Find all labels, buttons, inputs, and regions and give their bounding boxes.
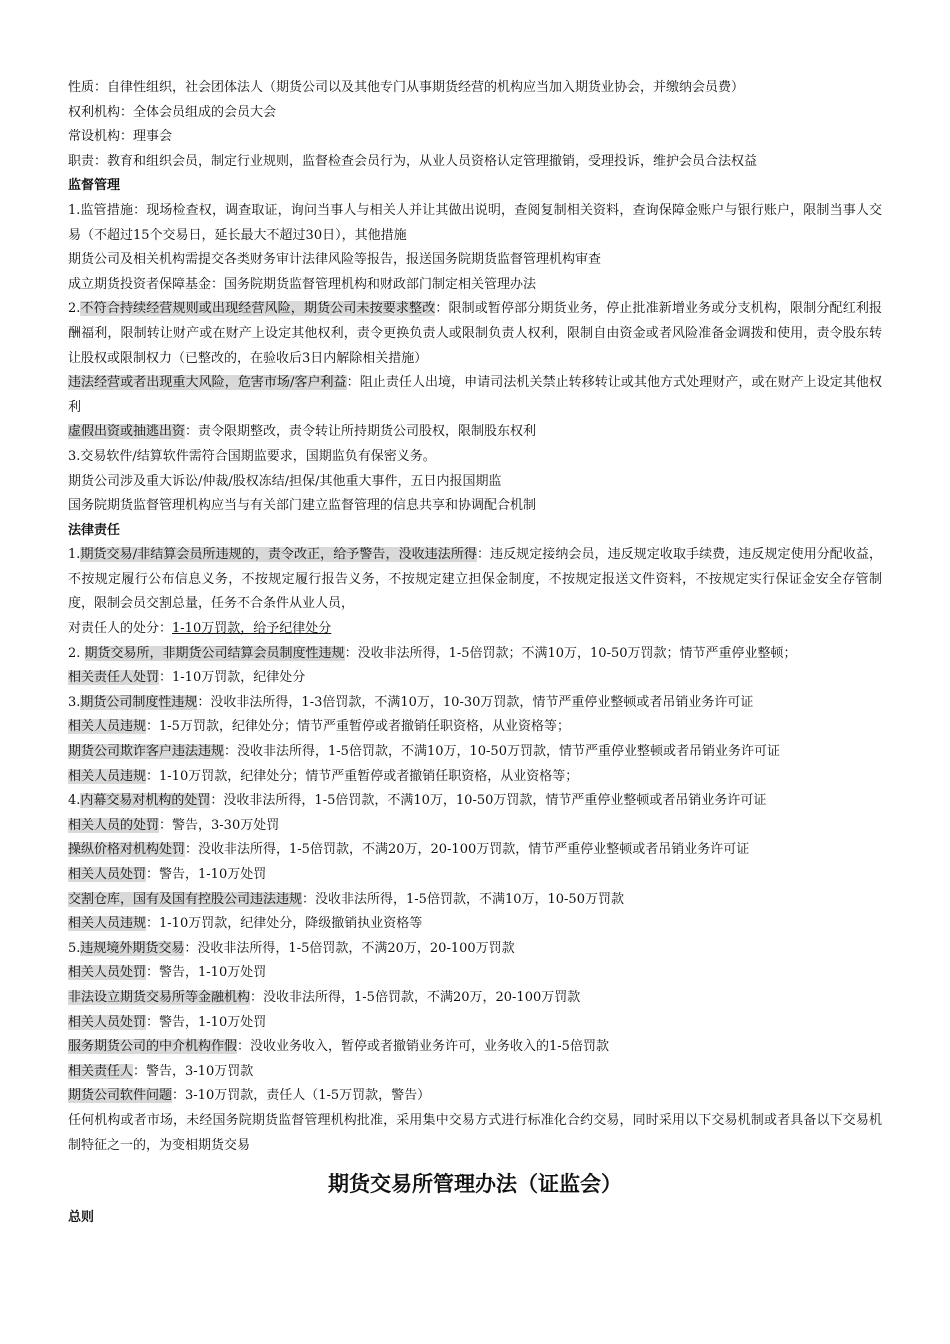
list-item xyxy=(68,1084,882,1109)
paragraph: 权利机构：全体会员组成的会员大会 xyxy=(68,104,277,120)
highlighted-term: 相关人员处罚 xyxy=(68,965,147,981)
highlighted-term: 相关责任人 xyxy=(68,1063,134,1079)
list-item xyxy=(68,937,882,962)
highlighted-term: 相关人员违规 xyxy=(68,768,147,784)
highlighted-term: 虚假出资或抽逃出资 xyxy=(68,424,186,440)
paragraph: 任何机构或者市场，未经国务院期货监督管理机构批准，采用集中交易方式进行标准化合约交易，同时采用以下交易机制或者具备以下交易机制特征之一的，为变相期货交易 xyxy=(68,1112,882,1153)
section-heading-legal: 法律责任 xyxy=(68,522,121,538)
highlighted-term: 相关责任人处罚 xyxy=(68,670,160,686)
highlighted-term: 相关人员的处罚 xyxy=(68,817,160,833)
list-item xyxy=(68,912,882,937)
highlighted-term: 期货公司欺诈客户违法违规 xyxy=(68,744,225,760)
paragraph xyxy=(68,297,882,371)
list-item xyxy=(68,740,882,765)
paragraph: 成立期货投资者保障基金：国务院期货监督管理机构和财政部门制定相关管理办法 xyxy=(68,276,537,292)
paragraph-text: ：1-10万罚款，纪律处分，降级撤销执业资格等 xyxy=(146,916,423,932)
item-number: 4. xyxy=(68,793,81,809)
paragraph-text: ：警告，1-10万处罚 xyxy=(146,965,267,981)
paragraph: 国务院期货监督管理机构应当与有关部门建立监督管理的信息共享和协调配合机制 xyxy=(68,498,537,514)
paragraph-text: ：违反规定接纳会员，违反规定收取手续费，违反规定使用分配收益，不按规定履行公布信息义务，不按规定履行报告义务，不按规定建立担保金制度，不按规定报送文件资料，不按规定实行保证金安全存管制度，限制会员交割总量，任务不合条件从业人员， xyxy=(68,547,882,612)
paragraph: 期货公司涉及重大诉讼/仲裁/股权冻结/担保/其他重大事件，五日内报国期监 xyxy=(68,473,502,489)
highlighted-term: 违规境外期货交易 xyxy=(80,940,185,956)
highlighted-term: 相关人员违规 xyxy=(68,719,147,735)
list-item xyxy=(68,1011,882,1036)
paragraph-text: ：没收非法所得，1-5倍罚款，不满20万，20-100万罚款，情节严重停业整顿或者吊销业务许可证 xyxy=(185,842,750,858)
underlined-text: 1-10万罚款，给予纪律处分 xyxy=(172,621,332,637)
paragraph-text: ：1-5万罚款，纪律处分；情节严重暂停或者撤销任职资格，从业资格等； xyxy=(146,719,570,735)
list-item xyxy=(68,986,882,1011)
paragraph xyxy=(68,617,882,642)
penalty-list xyxy=(68,666,882,1109)
highlighted-term: 违法经营或者出现重大风险，危害市场/客户利益 xyxy=(68,375,347,391)
paragraph-text: ：警告，1-10万处罚 xyxy=(146,867,267,882)
paragraph: 3.交易软件/结算软件需符合国期监要求，国期监负有保密义务。 xyxy=(68,448,436,464)
paragraph-text: ：没收业务收入，暂停或者撤销业务许可，业务收入的1-5倍罚款 xyxy=(237,1039,609,1055)
list-item xyxy=(68,789,882,814)
paragraph-text: ：警告，3-30万处罚 xyxy=(159,817,280,833)
paragraph: 性质：自律性组织，社会团体法人（期货公司以及其他专门从事期货经营的机构应当加入期货业协会，并缴纳会员费） xyxy=(68,80,745,95)
list-item xyxy=(68,961,882,986)
paragraph-text: ：警告，1-10万处罚 xyxy=(146,1014,267,1030)
paragraph xyxy=(68,543,882,617)
highlighted-term: 内幕交易对机构的处罚 xyxy=(80,793,211,809)
item-number: 2. xyxy=(68,301,81,317)
section-heading-general: 总则 xyxy=(68,1210,95,1226)
paragraph-text: ：没收非法所得，1-5倍罚款，不满10万，10-50万罚款，情节严重停业整顿或者吊销业务许可证 xyxy=(210,793,767,809)
paragraph-text: ：没收非法所得，1-5倍罚款，不满20万，20-100万罚款 xyxy=(250,989,581,1005)
paragraph-text: 对责任人的处分： xyxy=(68,621,173,637)
highlighted-term: 交割仓库，国有及国有控股公司违法违规 xyxy=(68,891,303,907)
list-item xyxy=(68,863,882,888)
paragraph-text: ：3-10万罚款，责任人（1-5万罚款，警告） xyxy=(172,1088,431,1104)
paragraph: 职责：教育和组织会员，制定行业规则，监督检查会员行为，从业人员资格认定管理撤销，受理投诉，维护会员合法权益 xyxy=(68,153,758,169)
highlighted-term: 期货交易/非结算会员所违规的，责令改正，给予警告，没收违法所得 xyxy=(80,547,477,563)
highlighted-term: 相关人员违规 xyxy=(68,916,147,932)
paragraph-text: ：限制或暂停部分期货业务，停止批准新增业务或分支机构，限制分配红利报酬福利，限制转让财产或在财产上设定其他权利，责令更换负责人或限制负责人权利，限制自由资金或者风险准备金调拨和使用，责令股东转让股权或限制权力（已整改的，在验收后3日内解除相关措施） xyxy=(68,301,882,366)
paragraph-text: ：没收非法所得，1-5倍罚款，不满10万，10-50万罚款 xyxy=(302,891,624,907)
paragraph-text: ：阻止责任人出境，申请司法机关禁止转移转让或其他方式处理财产，或在财产上设定其他权利 xyxy=(68,375,882,415)
paragraph-text: ：警告，3-10万罚款 xyxy=(133,1063,254,1079)
list-item xyxy=(68,691,882,716)
paragraph-text: ：没收非法所得，1-3倍罚款，不满10万，10-30万罚款，情节严重停业整顿或者吊销业务许可证 xyxy=(197,694,754,710)
item-number: 5. xyxy=(68,940,81,956)
highlighted-term: 相关人员处罚 xyxy=(68,1014,147,1030)
paragraph xyxy=(68,371,882,420)
paragraph: 期货公司及相关机构需提交各类财务审计法律风险等报告，报送国务院期货监督管理机构审查 xyxy=(68,252,602,268)
paragraph-text: ：1-10万罚款，纪律处分 xyxy=(159,670,306,686)
section-heading-supervision: 监督管理 xyxy=(68,178,121,194)
document-title: 期货交易所管理办法（证监会） xyxy=(328,1172,622,1197)
paragraph: 常设机构：理事会 xyxy=(68,129,173,145)
list-item xyxy=(68,765,882,790)
item-number: 2. xyxy=(68,645,85,661)
highlighted-term: 期货交易所，非期货公司结算会员制度性违规 xyxy=(84,645,345,661)
list-item xyxy=(68,1060,882,1085)
highlighted-term: 期货公司制度性违规 xyxy=(80,694,198,710)
list-item xyxy=(68,1035,882,1060)
paragraph xyxy=(68,642,882,667)
highlighted-term: 操纵价格对机构处罚 xyxy=(68,842,186,858)
list-item xyxy=(68,888,882,913)
highlighted-term: 期货公司软件问题 xyxy=(68,1088,173,1104)
paragraph-text: ：1-10万罚款，纪律处分；情节严重暂停或者撤销任职资格，从业资格等； xyxy=(146,768,579,784)
paragraph-text: ：没收非法所得，1-5倍罚款，不满20万，20-100万罚款 xyxy=(184,940,515,956)
paragraph-text: ：责令限期整改，责令转让所持期货公司股权，限制股东权利 xyxy=(185,424,537,440)
highlighted-term: 非法设立期货交易所等金融机构 xyxy=(68,989,251,1005)
item-number: 3. xyxy=(68,694,81,710)
paragraph-text: ：没收非法所得，1-5倍罚款，不满10万，10-50万罚款，情节严重停业整顿或者吊销业务许可证 xyxy=(224,744,780,760)
list-item xyxy=(68,838,882,863)
paragraph: 1.监管措施：现场检查权，调查取证，询问当事人与相关人并让其做出说明，查阅复制相关资料，查询保障金账户与银行账户，限制当事人交易（不超过15个交易日，延长最大不超过30日），其他措施 xyxy=(68,202,882,243)
highlighted-term: 不符合持续经营规则或出现经营风险，期货公司未按要求整改 xyxy=(80,301,436,317)
list-item xyxy=(68,715,882,740)
highlighted-term: 相关人员处罚 xyxy=(68,867,147,882)
highlighted-term: 服务期货公司的中介机构作假 xyxy=(68,1039,238,1055)
paragraph xyxy=(68,420,882,445)
list-item xyxy=(68,814,882,839)
list-item xyxy=(68,666,882,691)
item-number: 1. xyxy=(68,547,81,563)
paragraph-text: ：没收非法所得，1-5倍罚款；不满10万，10-50万罚款；情节严重停业整顿； xyxy=(344,645,797,661)
